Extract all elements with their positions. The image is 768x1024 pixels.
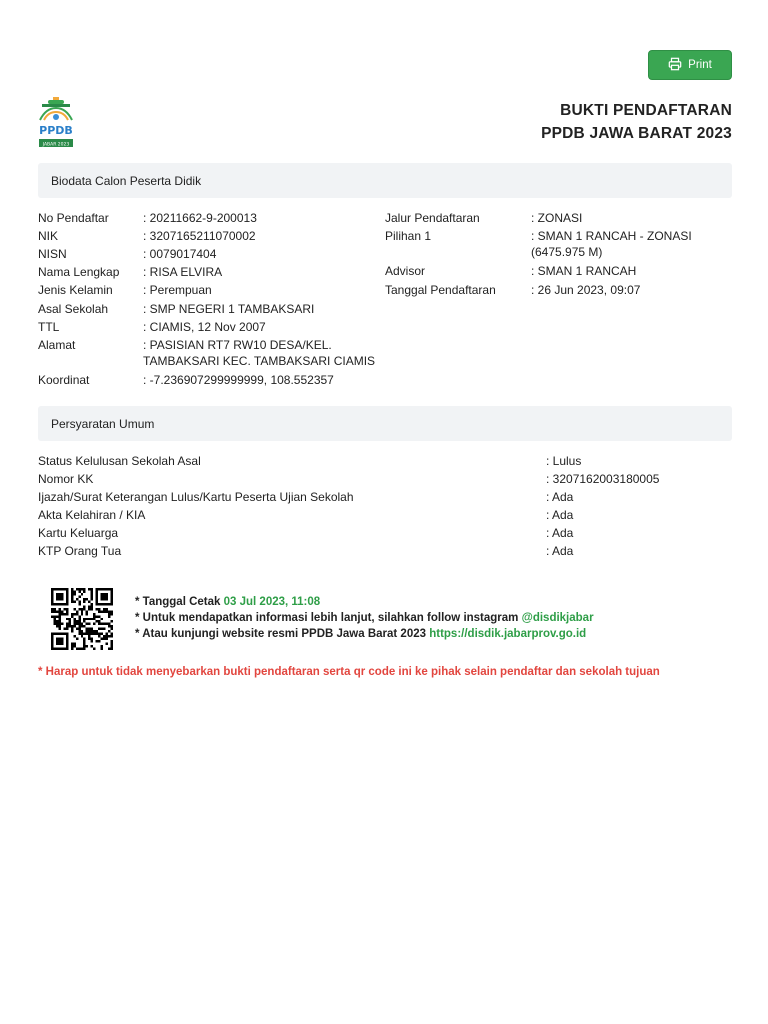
biodata-value: : -7.236907299999999, 108.552357 [143,373,334,387]
biodata-label: TTL [38,320,60,334]
title-line-1: BUKTI PENDAFTARAN [560,102,732,119]
biodata-label: Nama Lengkap [38,265,120,279]
print-notes [135,594,594,642]
biodata-label: Alamat [38,338,76,352]
note-website [135,626,594,642]
note-print-date [135,594,594,610]
biodata-value: : SMAN 1 RANCAH - ZONASI [531,229,692,243]
biodata-value: : SMP NEGERI 1 TAMBAKSARI [143,302,315,316]
biodata-value: : CIAMIS, 12 Nov 2007 [143,320,266,334]
persyaratan-label: Kartu Keluarga [38,526,119,540]
biodata-label: Pilihan 1 [385,229,432,243]
note-website-label: * Atau kunjungi website resmi PPDB Jawa Barat 2023 [135,628,430,640]
biodata-label: Asal Sekolah [38,302,109,316]
biodata-value: : SMAN 1 RANCAH [531,264,637,278]
svg-text:JABAR 2023: JABAR 2023 [42,142,70,148]
qr-code [50,588,114,650]
print-button[interactable] [648,50,732,80]
note-instagram-label: * Untuk mendapatkan informasi lebih lanjut, silahkan follow instagram [135,612,522,624]
biodata-label: Koordinat [38,373,90,387]
biodata-value: : Perempuan [143,283,212,297]
biodata-label: No Pendaftar [38,211,109,225]
biodata-value: : PASISIAN RT7 RW10 DESA/KEL. [143,338,332,352]
ppdb-logo [36,96,76,150]
print-button-label: Print [688,59,712,71]
biodata-value: : ZONASI [531,211,583,225]
svg-text:PPDB: PPDB [39,124,73,137]
document-title [541,99,732,145]
persyaratan-value: : Lulus [546,454,582,468]
biodata-label: Tanggal Pendaftaran [385,283,496,297]
warning-text: * Harap untuk tidak menyebarkan bukti pendaftaran serta qr code ini ke pihak selain pendaftar dan sekolah tujuan [38,666,660,678]
persyaratan-section-header [38,406,732,441]
biodata-section-title: Biodata Calon Peserta Didik [51,173,202,188]
biodata-label: NIK [38,229,59,243]
biodata-label: Jalur Pendaftaran [385,211,480,225]
biodata-value-continued: (6475.975 M) [531,245,603,259]
biodata-section-header [38,163,732,198]
biodata-value: : 20211662-9-200013 [143,211,257,225]
persyaratan-value: : Ada [546,508,574,522]
persyaratan-value: : 3207162003180005 [546,472,660,486]
persyaratan-value: : Ada [546,544,574,558]
note-print-date-value: 03 Jul 2023, 11:08 [223,596,321,608]
biodata-value: : 26 Jun 2023, 09:07 [531,283,641,297]
note-print-date-label: * Tanggal Cetak [135,596,224,608]
biodata-value-continued: TAMBAKSARI KEC. TAMBAKSARI CIAMIS [143,354,376,368]
biodata-label: Advisor [385,264,426,278]
biodata-value: : 3207165211070002 [143,229,256,243]
biodata-label: Jenis Kelamin [38,283,113,297]
biodata-value: : RISA ELVIRA [143,265,223,279]
note-instagram [135,610,594,626]
printer-icon [668,57,682,74]
persyaratan-section-title: Persyaratan Umum [51,416,155,431]
website-link[interactable]: https://disdik.jabarprov.go.id [429,628,587,640]
title-line-2: PPDB JAWA BARAT 2023 [541,125,732,142]
biodata-value: : 0079017404 [143,247,217,261]
persyaratan-label: Ijazah/Surat Keterangan Lulus/Kartu Peserta Ujian Sekolah [38,490,354,504]
biodata-label: NISN [38,247,67,261]
persyaratan-label: Nomor KK [38,472,94,486]
persyaratan-label: Status Kelulusan Sekolah Asal [38,454,201,468]
persyaratan-label: Akta Kelahiran / KIA [38,508,146,522]
instagram-link[interactable]: @disdikjabar [521,612,594,624]
persyaratan-value: : Ada [546,490,574,504]
persyaratan-value: : Ada [546,526,574,540]
persyaratan-label: KTP Orang Tua [38,544,122,558]
